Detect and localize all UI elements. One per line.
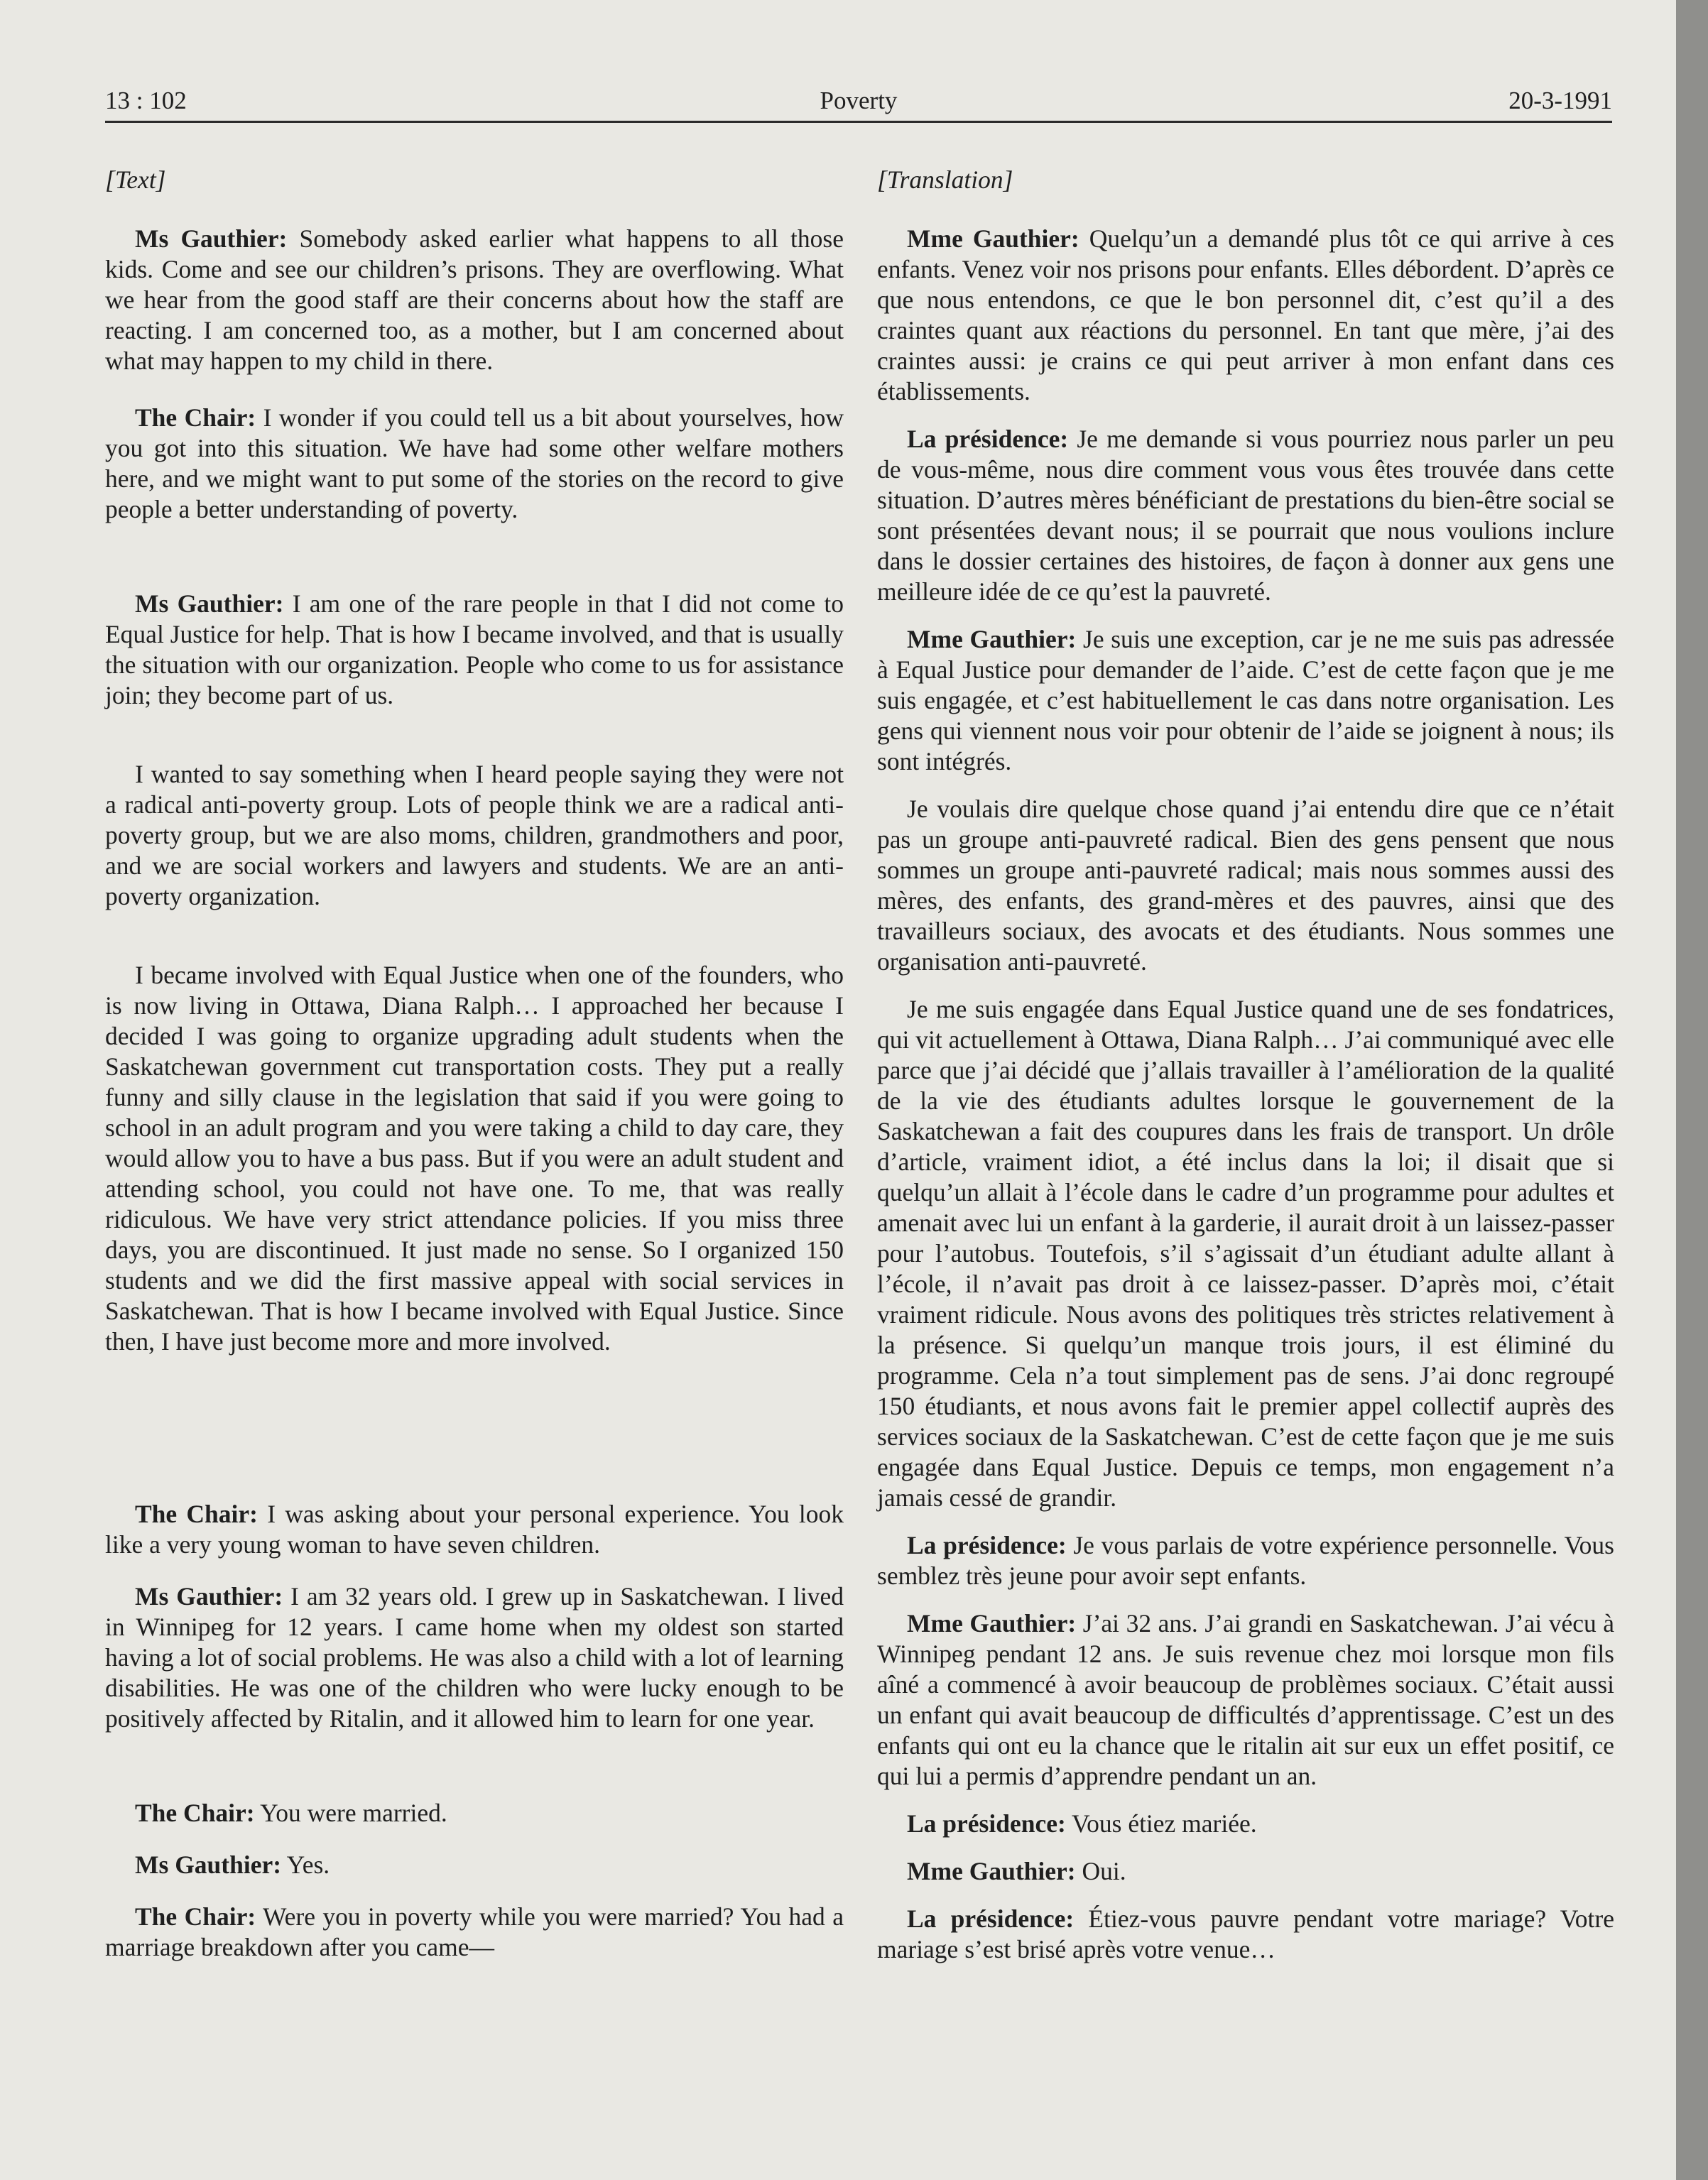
speech-text: Étiez-vous pauvre pendant votre mariage? Votre mariage s’est brisé après votre venue…	[877, 1904, 1614, 1963]
column-label-translation: [Translation]	[877, 165, 1013, 194]
paragraph	[877, 424, 1614, 607]
speech-text: I am one of the rare people in that I did not come to Equal Justice for help. That is how I became involved, and that is usually the situation with our organization. People who come to us for assistance join; they become part of us.	[105, 589, 844, 709]
speech-text: Quelqu’un a demandé plus tôt ce qui arrive à ces enfants. Venez voir nos prisons pour enfants. Elles débordent. D’après ce que nous entendons, ce que le bon personnel dit, c’est qu’il a des craintes quant aux réactions du personnel. En tant que mère, j’ai des craintes aussi: je crains ce qui peut arriver à mon enfant dans ces établissements.	[877, 224, 1614, 405]
speaker-name: Ms Gauthier:	[135, 1582, 283, 1611]
speech-text: You were married.	[254, 1799, 447, 1827]
paragraph	[877, 224, 1614, 407]
speech-text: I became involved with Equal Justice when one of the founders, who is now living in Ottawa, Diana Ralph… I approached her because I decided I was going to organize upgrading adult students when the Saskatchewan government cut transportation costs. They put a really funny and silly clause in the legislation that said if you were going to school in an adult program and you were taking a child to day care, they would allow you to have a bus pass. But if you were an adult student and attending school, you could not have one. To me, that was really ridiculous. We have very strict attendance policies. If you miss three days, you are discontinued. It just made no sense. So I organized 150 students and we did the first massive appeal with social services in Saskatchewan. That is how I became involved with Equal Justice. Since then, I have just become more and more involved.	[105, 961, 844, 1356]
paragraph	[877, 1530, 1614, 1591]
speaker-name: Mme Gauthier:	[907, 625, 1077, 653]
speech-text: J’ai 32 ans. J’ai grandi en Saskatchewan. J’ai vécu à Winnipeg pendant 12 ans. Je suis revenue chez moi lorsque mon fils aîné a commencé à avoir beaucoup de problèmes sociaux. C’était aussi un enfant qui avait beaucoup de difficultés d’apprentissage. C’est un des enfants qui ont eu la chance que le ritalin ait sur eux un effet positif, ce qui lui a permis d’apprendre pendant un an.	[877, 1609, 1614, 1790]
speech-text: I am 32 years old. I grew up in Saskatchewan. I lived in Winnipeg for 12 years. I came home when my oldest son started having a lot of social problems. He was also a child with a lot of learning disabilities. He was one of the children who were lucky enough to be positively affected by Ritalin, and it allowed him to learn for one year.	[105, 1582, 844, 1733]
speech-text: Je suis une exception, car je ne me suis pas adressée à Equal Justice pour demander de l’aide. C’est de cette façon que je me suis engagée, et c’est habituellement le cas dans notre organisation. Les gens qui viennent nous voir pour obtenir de l’aide se joignent à nous; ils sont intégrés.	[877, 625, 1614, 775]
paragraph	[105, 1499, 844, 1560]
speech-text: Je me suis engagée dans Equal Justice quand une de ses fondatrices, qui vit actuellement à Ottawa, Diana Ralph… J’ai communiqué avec elle parce que j’ai décidé que j’allais travailler à l’amélioration de la qualité de la vie des étudiants adultes lorsque le gouvernement de la Saskatchewan a fait des coupures dans les frais de transport. Un drôle d’article, vraiment idiot, a été inclus dans la loi; il disait que si quelqu’un allait à l’école dans le cadre d’un programme pour adultes et amenait avec lui un enfant à la garderie, il aurait droit à un laissez-passer pour l’autobus. Toutefois, s’il s’agissait d’un étudiant adulte allant à l’école, il n’avait pas droit à ce laissez-passer. D’après moi, c’était vraiment ridicule. Nous avons des politiques très strictes relativement à la présence. Si quelqu’un manque trois jours, il est éliminé du programme. Cela n’a tout simplement pas de sens. J’ai donc regroupé 150 étudiants, et nous avons fait le premier appel collectif auprès des services sociaux de la Saskatchewan. C’est de cette façon que je me suis engagée dans Equal Justice. Depuis ce temps, mon engagement n’a jamais cessé de grandir.	[877, 995, 1615, 1512]
running-title: Poverty	[820, 87, 898, 114]
speaker-name: Mme Gauthier:	[907, 224, 1079, 253]
page-number: 13 : 102	[105, 87, 187, 114]
speech-text: I was asking about your personal experience. You look like a very young woman to have seven children.	[105, 1500, 844, 1559]
speech-text: Were you in poverty while you were married? You had a marriage breakdown after you came—	[105, 1902, 844, 1961]
speaker-name: The Chair:	[135, 1500, 258, 1528]
paragraph	[877, 1608, 1614, 1792]
page-header	[105, 78, 1612, 123]
paragraph	[105, 1902, 844, 1963]
paragraph	[877, 624, 1614, 777]
paragraph	[877, 1856, 1614, 1887]
speaker-name: The Chair:	[135, 1799, 255, 1827]
english-column	[105, 165, 844, 1989]
speaker-name: La présidence:	[907, 1904, 1075, 1933]
paragraph	[877, 994, 1614, 1513]
speaker-name: The Chair:	[135, 403, 256, 432]
paragraph	[105, 960, 844, 1357]
speech-text: Je voulais dire quelque chose quand j’ai entendu dire que ce n’était pas un groupe anti-pauvreté radical. Bien des gens pensent que nous sommes un groupe anti-pauvreté radical; mais nous sommes aussi des mères, des enfants, des grand-mères et des pauvres, ainsi que des travailleurs sociaux, des avocats et des étudiants. Nous sommes une organisation anti-pauvreté.	[877, 795, 1614, 976]
speaker-name: La présidence:	[907, 1531, 1067, 1559]
speech-text: I wonder if you could tell us a bit about yourselves, how you got into this situation. We have had some other welfare mothers here, and we might want to put some of the stories on the record to give people a better understanding of poverty.	[105, 403, 844, 523]
paragraph	[877, 1904, 1614, 1965]
speech-text: Je vous parlais de votre expérience personnelle. Vous semblez très jeune pour avoir sept enfants.	[877, 1531, 1614, 1590]
speaker-name: Mme Gauthier:	[907, 1857, 1076, 1885]
paragraph	[105, 224, 844, 376]
paragraph	[877, 794, 1614, 977]
speech-text: I wanted to say something when I heard people saying they were not a radical anti-poverty group. Lots of people think we are a radical anti-poverty group, but we are also moms, children, grandmothers and poor, and we are social workers and lawyers and students. We are an anti-poverty organization.	[105, 760, 844, 910]
speech-text: Yes.	[281, 1851, 330, 1879]
sitting-date: 20-3-1991	[1508, 87, 1612, 114]
french-column	[877, 165, 1614, 1982]
speaker-name: Mme Gauthier:	[907, 1609, 1077, 1637]
speaker-name: Ms Gauthier:	[135, 589, 284, 618]
paragraph	[105, 1850, 844, 1880]
speech-text: Oui.	[1075, 1857, 1126, 1885]
paragraph	[105, 1798, 844, 1829]
page-edge-shadow	[1676, 0, 1708, 2180]
speaker-name: La présidence:	[907, 425, 1069, 453]
speaker-name: The Chair:	[135, 1902, 256, 1931]
paragraph	[105, 1581, 844, 1734]
speech-text: Je me demande si vous pourriez nous parler un peu de vous-même, nous dire comment vous vous êtes trouvée dans cette situation. D’autres mères bénéficiant de prestations du bien-être social se sont présentées devant nous; il se pourrait que nous voulions inclure dans le dossier certaines des histoires, de façon à donner aux gens une meilleure idée de ce qu’est la pauvreté.	[877, 425, 1614, 606]
paragraph	[105, 403, 844, 525]
paragraph	[105, 589, 844, 711]
paragraph	[877, 1809, 1614, 1839]
speech-text: Somebody asked earlier what happens to all those kids. Come and see our children’s prisons. They are overflowing. What we hear from the good staff are their concerns about how the staff are reacting. I am concerned too, as a mother, but I am concerned about what may happen to my child in there.	[105, 224, 844, 375]
speaker-name: La présidence:	[907, 1809, 1066, 1838]
column-label-text: [Text]	[105, 165, 166, 194]
speech-text: Vous étiez mariée.	[1065, 1809, 1257, 1838]
speaker-name: Ms Gauthier:	[135, 1851, 282, 1879]
speaker-name: Ms Gauthier:	[135, 224, 288, 253]
paragraph	[105, 759, 844, 912]
